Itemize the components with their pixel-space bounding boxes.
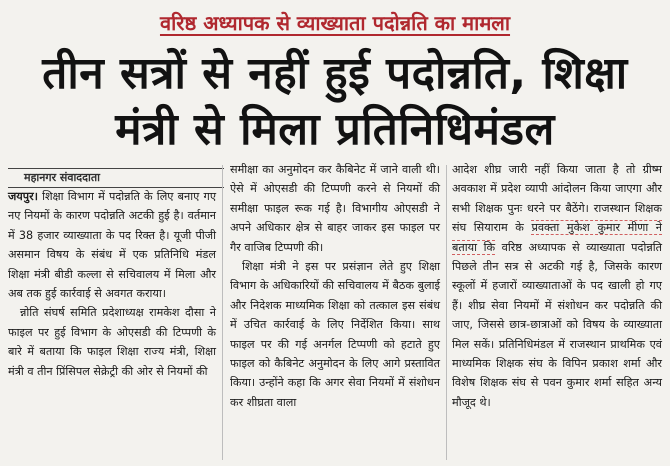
- paragraph: [8, 187, 216, 303]
- paragraph-text: आदेश शीघ्र जारी नहीं किया जाता है तो ग्रीष्म अवकाश में प्रदेश व्यापी आंदोलन किया जाएगा और सभी शिक्षक पुनः धरने पर बैठेंगे। राजस्थान शिक्षक संघ सियाराम के: [452, 163, 662, 235]
- paragraph-text: शिक्षा विभाग में पदोन्नति के लिए बनाए गए नए नियमों के कारण पदोन्नति अटकी हुई है। वर्तमान में 38 हजार व्याख्याता के पद रिक्त है। यूजी पीजी असमान विषय के संबंध में एक प्रतिनिधि मंडल शिक्षा मंत्री बीडी कल्ला से सचिवालय में मिला और अब तक हुई कार्रवाई से अवगत कराया।: [8, 190, 216, 301]
- column-divider: [446, 165, 447, 460]
- paragraph: समीक्षा का अनुमोदन कर कैबिनेट में जाने वाली थी। ऐसे में ओएसडी की टिप्पणी करने से नियमों की समीक्षा फाइल रूक गई है। विभागीय ओएसडी ने अपने अधिकार क्षेत्र से बाहर जाकर इस फाइल पर गैर वाजिब टिप्पणी की।: [230, 163, 440, 254]
- column-divider: [222, 165, 223, 460]
- article-column-1: [8, 187, 216, 381]
- byline: महानगर संवाददाता: [8, 168, 224, 188]
- dateline: जयपुर।: [8, 190, 38, 203]
- headline-kicker: [0, 10, 670, 36]
- paragraph: शिक्षा मंत्री ने इस पर प्रसंज्ञान लेते हुए शिक्षा विभाग के अधिकारियों की सचिवालय में बैठक बुलाई और निदेशक माध्यमिक शिक्षा को तत्काल इस संबंध में उचित कार्रवाई के लिए निर्देशित किया। साथ फाइल पर की गई अनर्गल टिप्पणी को हटाते हुए फाइल को कैबिनेट अनुमोदन के लिए आगे प्रस्तावित किया। उन्होंने कहा कि अगर सेवा नियमों में संशोधन कर शीघ्रता वाला: [230, 260, 440, 409]
- article-column-2: [230, 160, 440, 412]
- paragraph: न्नोति संघर्ष समिति प्रदेशाध्यक्ष रामकेश दौसा ने फाइल पर हुई विभाग के ओएसडी की टिप्पणी के बारे में बताया कि फाइल शिक्षा राज्य मंत्री, शिक्षा मंत्री व तीन प्रिंसिपल सेक्रेट्री की ओर से नियमों की: [8, 306, 216, 378]
- kicker-text: वरिष्ठ अध्यापक से व्याख्याता पदोन्नति का मामला: [159, 11, 511, 35]
- highlighted-text: प्रवक्ता मुकेश कुमार मीणा ने बताया कि: [452, 221, 662, 254]
- headline-line-2: मंत्री से मिला प्रतिनिधिमंडल: [115, 104, 555, 155]
- headline: [0, 46, 670, 158]
- article-column-3: [452, 160, 662, 412]
- paragraph: [452, 160, 662, 412]
- headline-line-1: तीन सत्रों से नहीं हुई पदोन्नति, शिक्षा: [42, 48, 628, 99]
- paragraph-text: वरिष्ठ अध्यापक से व्याख्याता पदोन्नति पिछले तीन सत्र से अटकी गई है, जिसके कारण स्कूलों में हजारों व्याख्याताओं के पद खाली हो गए हैं। शीघ्र सेवा नियमों में संशोधन कर पदोन्नति की जाए, जिससे छात्र-छात्राओं को विषय के व्याख्याता मिल सकें। प्रतिनिधिमंडल में राजस्थान प्राथमिक एवं माध्यमिक शिक्षक संघ के विपिन प्रकाश शर्मा और विशेष शिक्षक संघ से पवन कुमार शर्मा सहित अन्य मौजूद थे।: [452, 240, 662, 409]
